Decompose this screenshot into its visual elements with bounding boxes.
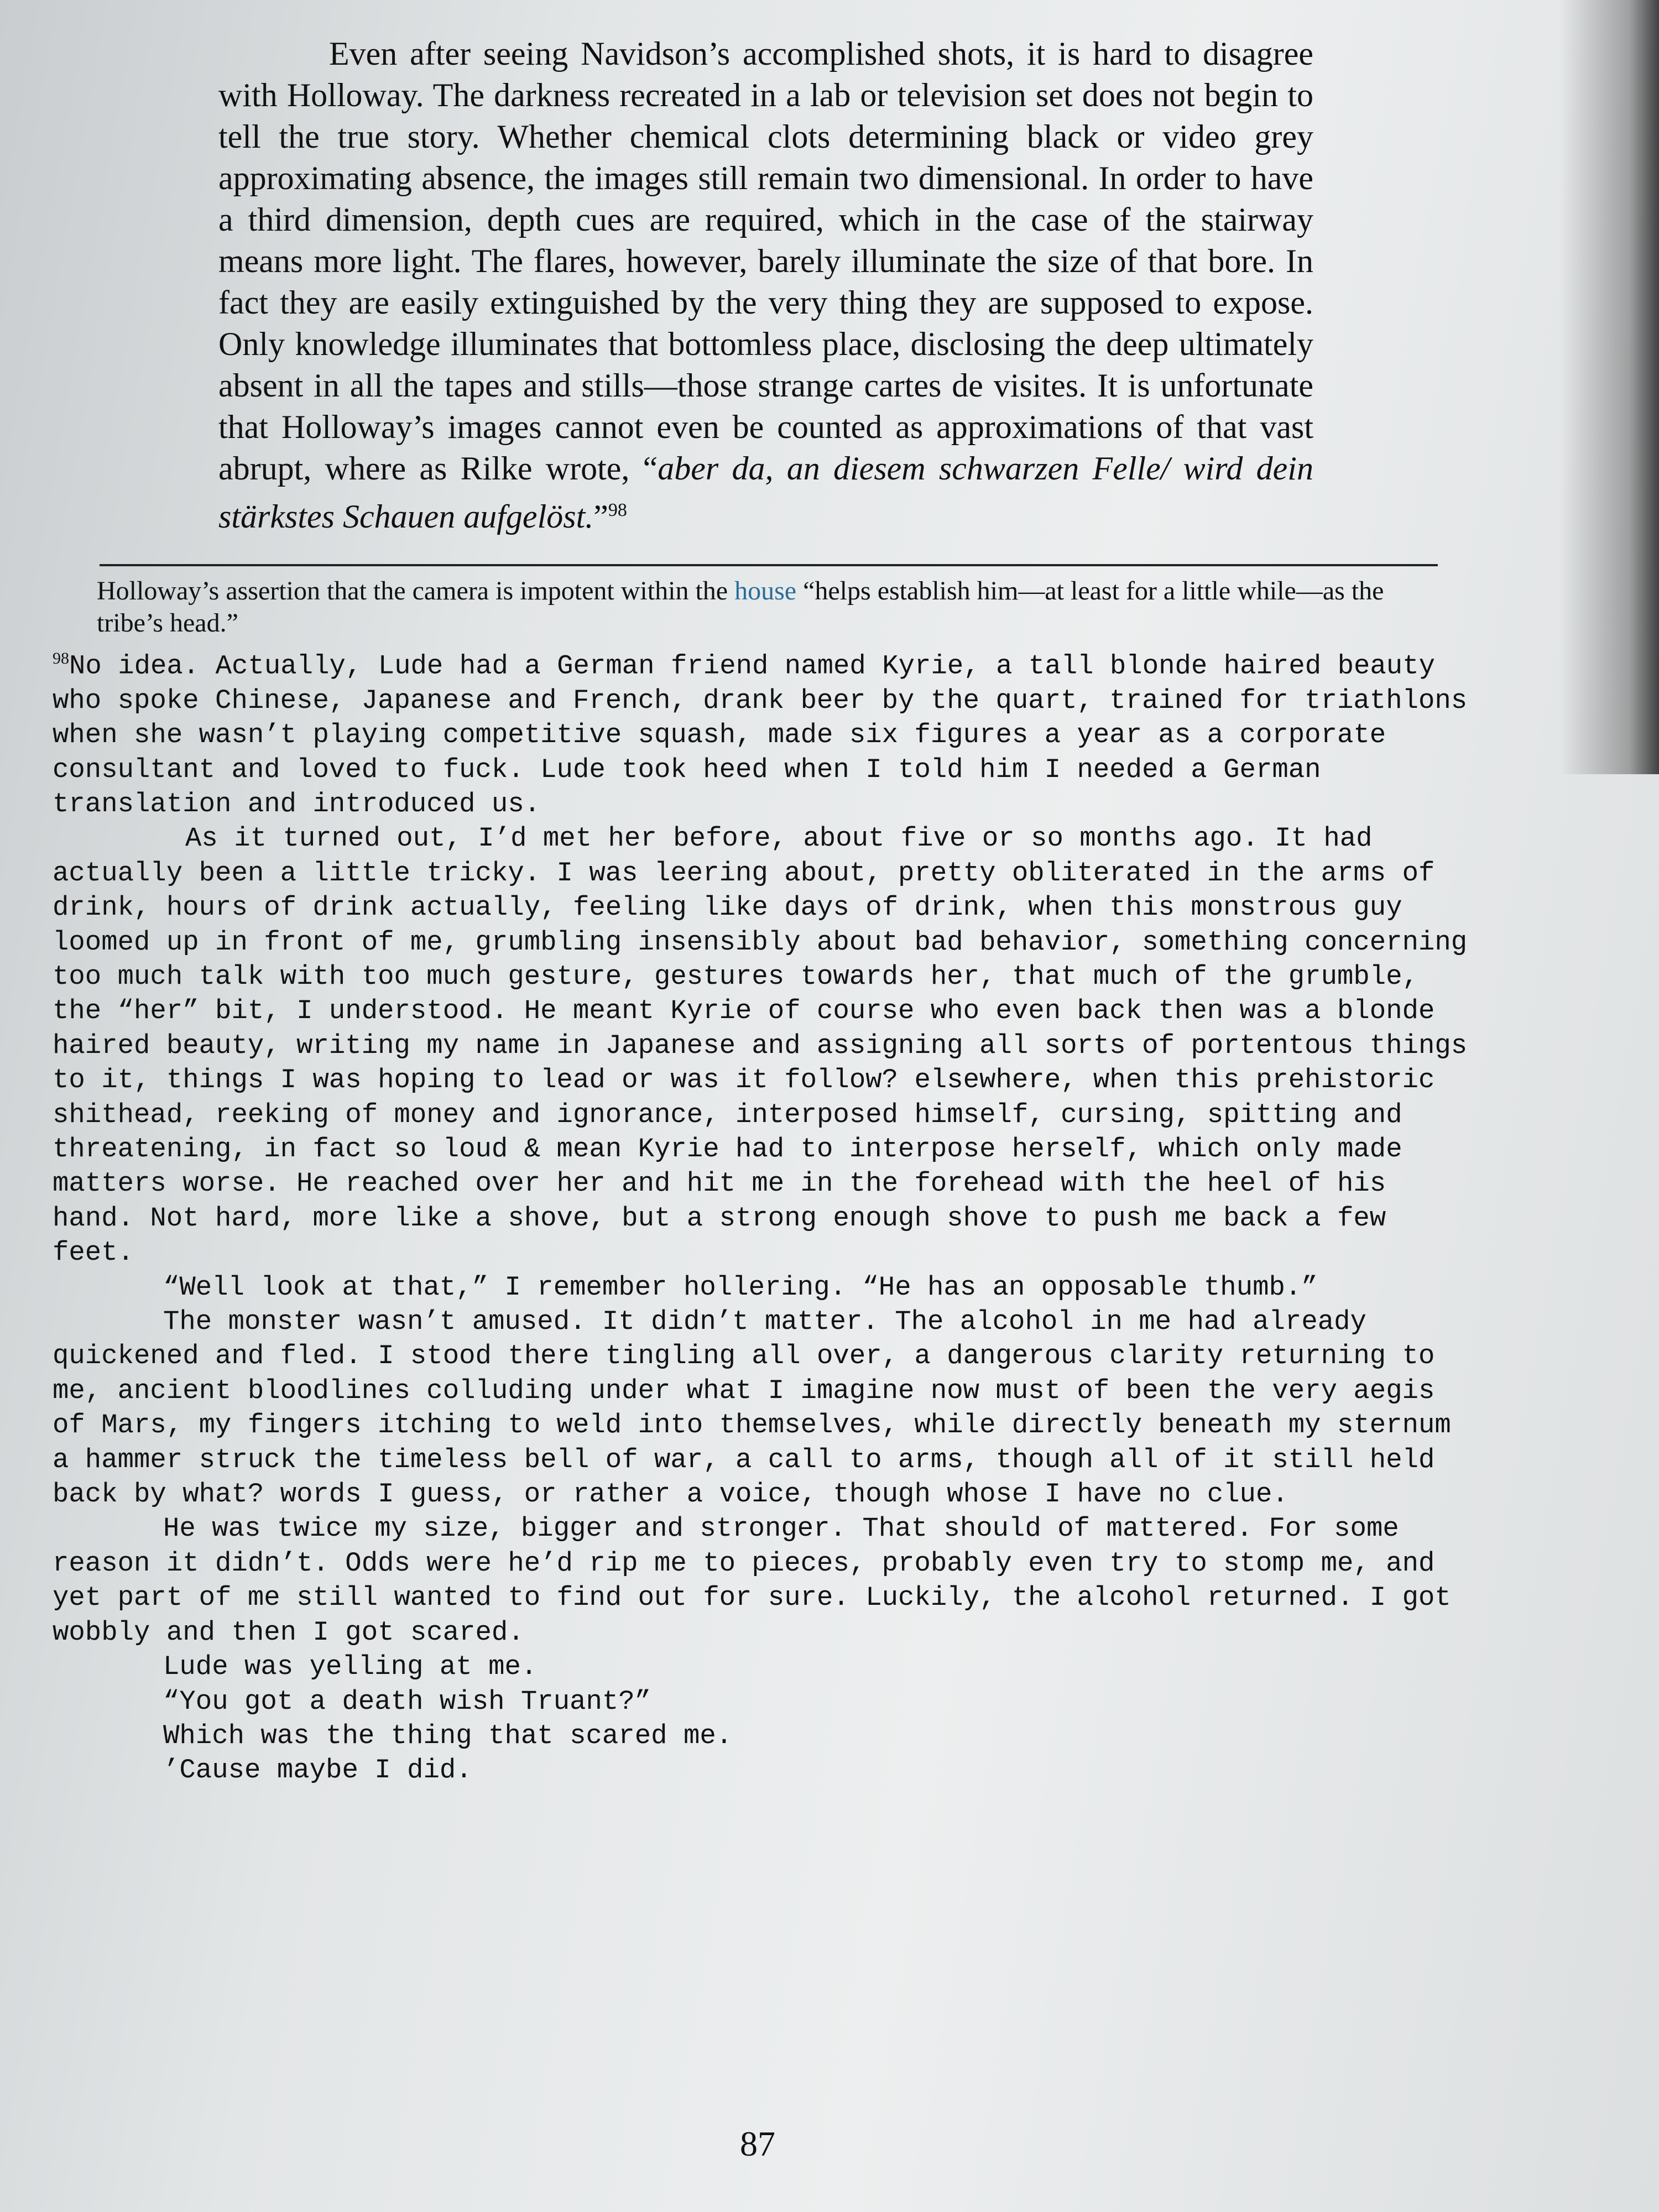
continued-footnote-after: “helps establish him—at least for a little while—as the tribe’s head.” [97,576,1384,638]
footnote-ref[interactable]: 98 [608,500,627,520]
main-text-body: Even after seeing Navidson’s accomplished shots, it is hard to disagree with Holloway. The darkness recreated in a lab or television set does not begin to tell the true story. Whether chemical clots determining black or video grey approximating absence, the images still remain two dimensional. In order to have a third dimension, depth cues are required, which in the case of the stairway means more light. The flares, however, barely illuminate the size of that bore. In fact they are easily extinguished by the very thing they are supposed to expose. Only knowledge illuminates that bottomless place, disclosing the deep ultimately absent in all the tapes and stills—those strange cartes de visites. It is unfortunate that Holloway’s images cannot even be counted as approximations of that vast abrupt, where as Rilke wrote, “ [218,35,1313,487]
footnote-98 [53,641,1468,1788]
house-link[interactable]: house [734,576,797,606]
main-text-quote-end: ” [593,498,608,535]
note-text: ’Cause maybe I did. [163,1755,472,1786]
page-number: 87 [740,2124,775,2163]
note-paragraph [53,1719,1468,1753]
page-edge-shadow [1559,0,1659,774]
note-paragraph [53,1305,1468,1511]
note-paragraph [53,1684,1468,1719]
note-paragraph [53,821,1468,1270]
continued-footnote-before: Holloway’s assertion that the camera is impotent within the [97,576,735,606]
footnote-number: 98 [53,649,69,667]
note-text: No idea. Actually, Lude had a German friend named Kyrie, a tall blonde haired beauty who spoke Chinese, Japanese and French, drank beer by the quart, trained for triathlons when she wasn’t playing competitive squash, made six figures a year as a corporate consultant and loved to fuck. Lude took heed when I told him I needed a German translation and introduced us. [53,650,1468,820]
main-text-quote: aber da, an diesem schwarzen Felle/ wird dein stärkstes Schauen aufgelöst. [218,450,1313,535]
note-text: “Well look at that,” I remember hollering. “He has an opposable thumb.” [163,1271,1318,1303]
note-paragraph [53,1270,1468,1305]
continued-footnote [97,575,1446,639]
note-text: As it turned out, I’d met her before, about five or so months ago. It had actually been a little tricky. I was leering about, pretty obliterated in the arms of drink, hours of drink actually, feeling like days of drink, when this monstrous guy loomed up in front of me, grumbling insensibly about bad behavior, something concerning too much talk with too much gesture, gestures towards her, that much of the grumble, the “her” bit, I understood. He meant Kyrie of course who even back then was a blonde haired beauty, writing my name in Japanese and assigning all sorts of portentous things to it, things I was hoping to lead or was it follow? elsewhere, when this prehistoric shithead, reeking of money and ignorance, interposed himself, cursing, spitting and threatening, in fact so loud & mean Kyrie had to interpose herself, which only made matters worse. He reached over her and hit me in the forehead with the heel of his hand. Not hard, more like a shove, but a strong enough shove to push me back a few feet. [53,823,1468,1269]
note-text: Lude was yelling at me. [163,1651,538,1683]
note-paragraph [53,1753,1468,1787]
note-paragraph [53,641,1468,821]
note-text: The monster wasn’t amused. It didn’t matter. The alcohol in me had already quickened and fled. I stood there tingling all over, a dangerous clarity returning to me, ancient bloodlines colluding under what I imagine now must of been the very aegis of Mars, my fingers itching to weld into themselves, while directly beneath my sternum a hammer struck the timeless bell of war, a call to arms, though all of it still held back by what? words I guess, or rather a voice, though whose I have no clue. [53,1306,1451,1510]
main-text [218,33,1313,538]
note-paragraph [53,1511,1468,1650]
note-text: “You got a death wish Truant?” [163,1686,651,1717]
note-text: He was twice my size, bigger and stronger. That should of mattered. For some reason it didn’t. Odds were he’d rip me to pieces, probably even try to stomp me, and yet part of me still wanted to find out for sure. Luckily, the alcohol returned. I got wobbly and then I got scared. [53,1513,1451,1648]
footnote-divider [100,564,1438,566]
note-paragraph [53,1650,1468,1684]
note-text: Which was the thing that scared me. [163,1720,733,1751]
